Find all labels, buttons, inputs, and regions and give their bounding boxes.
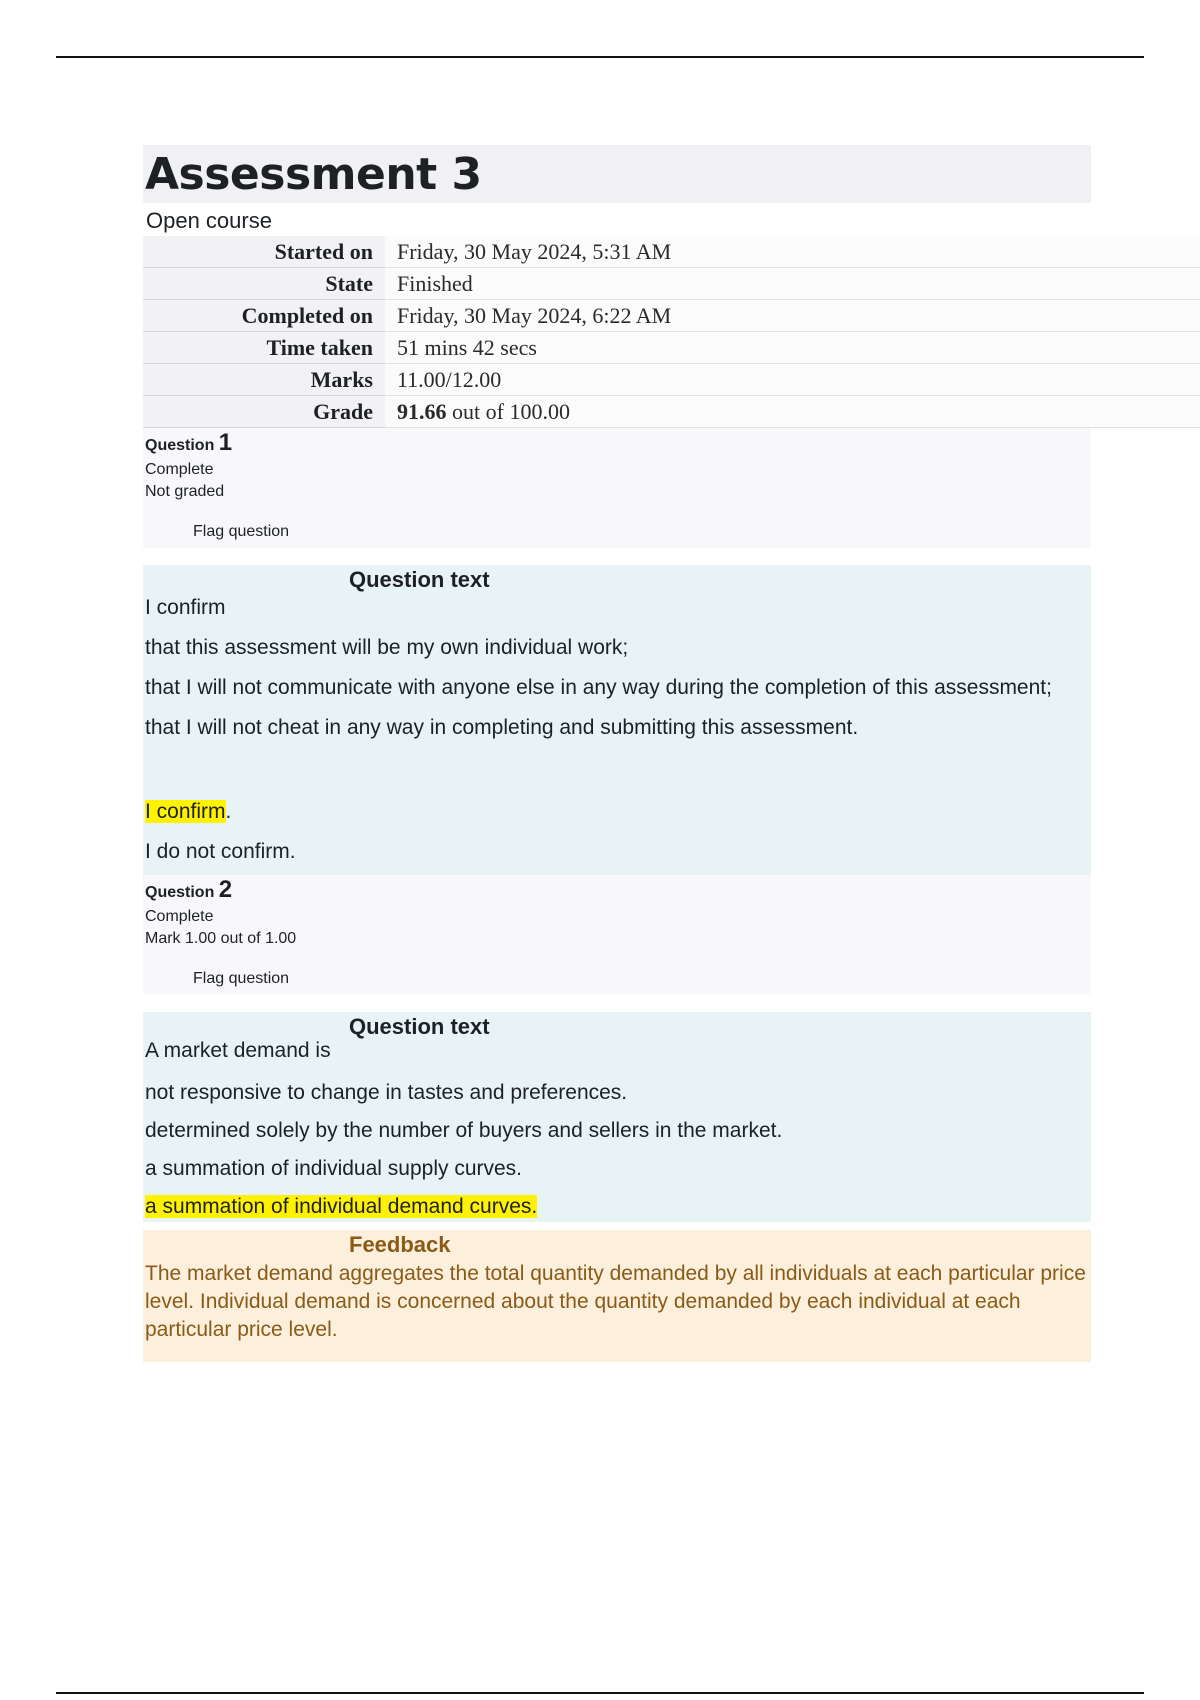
question-number <box>145 877 1089 906</box>
top-rule <box>56 56 1144 58</box>
answer-suffix: . <box>225 800 232 823</box>
summary-value <box>385 396 1200 428</box>
page-header <box>143 145 1091 203</box>
question-status: Complete <box>145 461 214 478</box>
summary-row <box>143 364 1200 396</box>
summary-row <box>143 236 1200 268</box>
summary-value: Friday, 30 May 2024, 6:22 AM <box>385 300 1200 332</box>
statement-item: that I will not cheat in any way in completing and submitting this assessment. <box>145 716 859 739</box>
question-number <box>145 430 1089 459</box>
question-1-content <box>143 565 1091 875</box>
question-number-value: 2 <box>218 876 233 903</box>
question-mark: Mark 1.00 out of 1.00 <box>145 930 297 947</box>
bottom-rule <box>56 1692 1144 1694</box>
page-title: Assessment 3 <box>145 149 482 200</box>
summary-label: Marks <box>143 364 385 396</box>
answer-selected-text: I confirm <box>145 800 226 823</box>
feedback-heading: Feedback <box>349 1232 451 1257</box>
statement-item: that I will not communicate with anyone else in any way during the completion of this assessment; <box>145 676 1052 699</box>
question-text-heading: Question text <box>349 567 490 592</box>
feedback-box <box>143 1230 1091 1362</box>
summary-row <box>143 332 1200 364</box>
summary-value: Finished <box>385 268 1200 300</box>
flag-question-link[interactable]: Flag question <box>193 523 290 540</box>
summary-row <box>143 300 1200 332</box>
question-number-value: 1 <box>218 429 233 456</box>
feedback-text: The market demand aggregates the total quantity demanded by all individuals at each particular price level. Individual demand is concerned about the quantity demanded by each individual at each particular price level. <box>145 1262 1086 1341</box>
summary-label: State <box>143 268 385 300</box>
answer-option[interactable]: a summation of individual supply curves. <box>145 1157 523 1180</box>
open-course-link[interactable]: Open course <box>146 208 272 233</box>
question-1-info <box>143 428 1091 548</box>
statement-item: that this assessment will be my own individual work; <box>145 636 629 659</box>
question-mark: Not graded <box>145 483 225 500</box>
answer-option[interactable]: determined solely by the number of buyers and sellers in the market. <box>145 1119 783 1142</box>
question-2-content <box>143 1012 1091 1222</box>
flag-question-link[interactable]: Flag question <box>193 970 290 987</box>
summary-row <box>143 268 1200 300</box>
question-intro: A market demand is <box>145 1039 331 1062</box>
question-intro: I confirm <box>145 596 226 619</box>
grade-suffix: out of 100.00 <box>446 398 570 424</box>
quiz-review-page <box>143 145 1091 1362</box>
summary-label: Completed on <box>143 300 385 332</box>
summary-value: Friday, 30 May 2024, 5:31 AM <box>385 236 1200 268</box>
answer-option[interactable]: I do not confirm. <box>145 840 296 863</box>
summary-label: Grade <box>143 396 385 428</box>
answer-selected-text: a summation of individual demand curves. <box>145 1195 538 1218</box>
question-2-info <box>143 875 1091 995</box>
summary-row <box>143 396 1200 428</box>
answer-option[interactable] <box>145 799 1089 825</box>
question-label: Question <box>145 437 215 454</box>
summary-label: Started on <box>143 236 385 268</box>
question-label: Question <box>145 884 215 901</box>
answer-option[interactable]: not responsive to change in tastes and preferences. <box>145 1081 628 1104</box>
attempt-summary-table <box>143 236 1200 428</box>
answer-option[interactable] <box>145 1194 1089 1220</box>
question-text-heading: Question text <box>349 1014 490 1039</box>
question-status: Complete <box>145 908 214 925</box>
summary-value: 51 mins 42 secs <box>385 332 1200 364</box>
summary-label: Time taken <box>143 332 385 364</box>
summary-value: 11.00/12.00 <box>385 364 1200 396</box>
grade-value: 91.66 <box>397 398 447 424</box>
